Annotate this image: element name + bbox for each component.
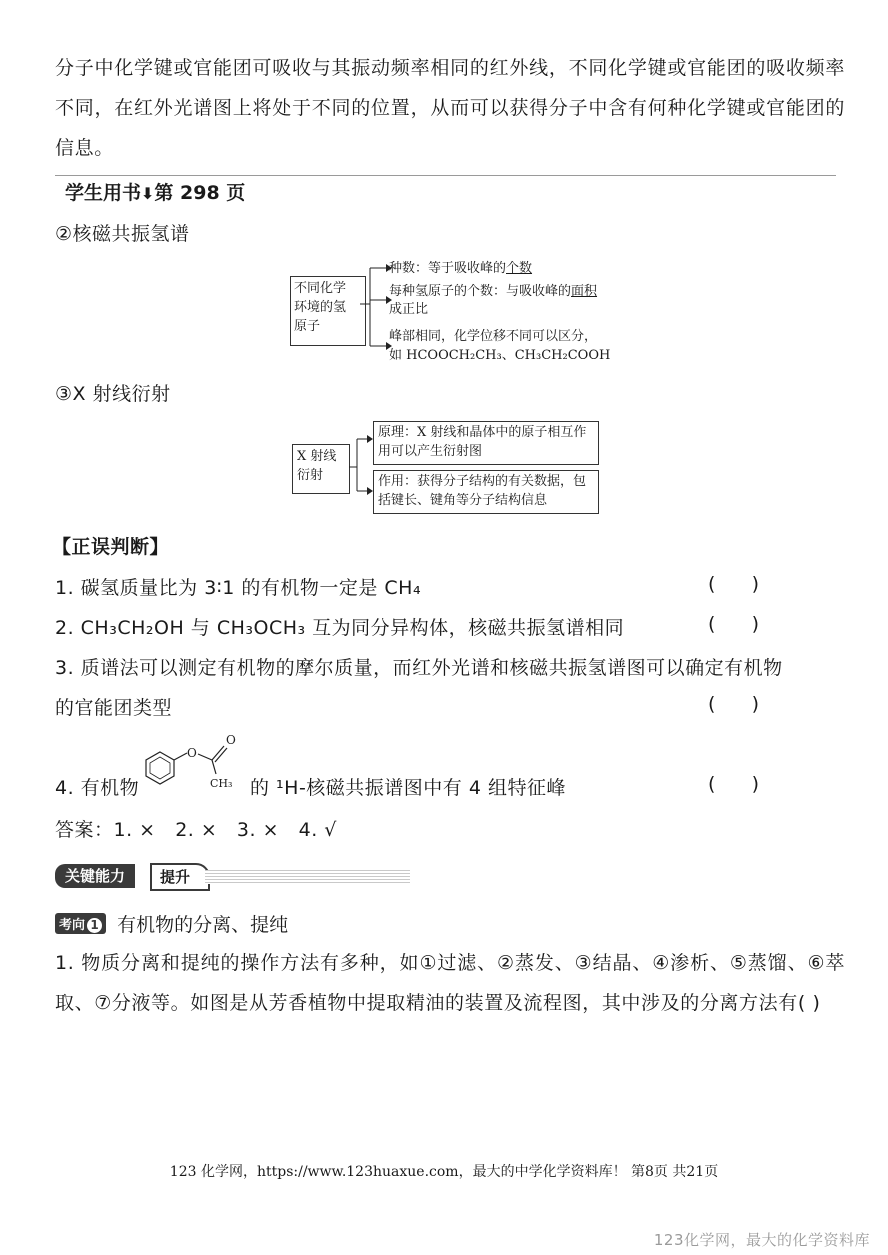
xray-use-box: 作用：获得分子结构的有关数据，包 括键长、键角等分子结构信息 [373, 470, 599, 514]
methyl-label: CH₃ [210, 777, 233, 790]
key-ability-badge: 关键能力 [55, 864, 135, 888]
judgement-item-3-cont: 的官能团类型 [55, 697, 173, 719]
question-1: 1. 物质分离和提纯的操作方法有多种，如①过滤、②蒸发、③结晶、④渗析、⑤蒸馏、⑥萃取、⑦分液等。如图是从芳香植物中提取精油的装置及流程图，其中涉及的分离方法有( ) [55, 952, 845, 1014]
page-footer: 123 化学网，https://www.123huaxue.com，最大的中学化学资料库！ 第8页 共21页 [169, 1164, 719, 1180]
xray-heading: ③X 射线衍射 [55, 383, 171, 405]
book-reference-page: 第 298 页 [154, 182, 246, 204]
intro-paragraph: 分子中化学键或官能团可吸收与其振动频率相同的红外线，不同化学键或官能团的吸收频率不同，在红外光谱图上将处于不同的位置，从而可以获得分子中含有何种化学键或官能团的信息。 [55, 57, 845, 159]
judgement-item-4-prefix: 4. 有机物 [55, 777, 140, 799]
watermark: 123化学网，最大的化学资料库 [653, 1231, 870, 1249]
judgement-item-1: 1. 碳氢质量比为 3∶1 的有机物一定是 CH₄ [55, 577, 422, 599]
nmr-branch-shift-example: 如 HCOOCH₂CH₃、CH₃CH₂COOH [389, 348, 611, 363]
topic-number: 1 [87, 918, 102, 933]
xray-source-box [292, 444, 350, 494]
answer-line: 答案：1. × 2. × 3. × 4. √ [55, 819, 337, 841]
judgement-item-2: 2. CH₃CH₂OH 与 CH₃OCH₃ 互为同分异构体，核磁共振氢谱相同 [55, 617, 625, 639]
nmr-box-line: 不同化学 [294, 281, 347, 296]
carbonyl-oxygen-label: O [226, 733, 236, 747]
judgement-item-3: 3. 质谱法可以测定有机物的摩尔质量，而红外光谱和核磁共振氢谱图可以确定有机物 [55, 657, 783, 679]
nmr-branch-shift: 峰部相同，化学位移不同可以区分， [389, 329, 598, 344]
down-arrow-icon: ⬇ [141, 184, 155, 203]
xray-principle-box: 原理：X 射线和晶体中的原子相互作 用可以产生衍射图 [373, 421, 599, 465]
ester-oxygen-label: O [187, 746, 197, 760]
nmr-branch-count: 种数：等于吸收峰的个数 [389, 261, 533, 276]
judgement-heading: 【正误判断】 [52, 536, 170, 558]
xray-box-line: 衍射 [297, 468, 324, 483]
nmr-bracket [360, 258, 392, 358]
xray-box-line: X 射线 [297, 449, 337, 464]
phenyl-acetate-structure [140, 730, 250, 792]
judgement-item-4: 的 ¹H-核磁共振谱图中有 4 组特征峰 [250, 777, 566, 799]
nmr-branch-area-line2: 成正比 [389, 302, 429, 317]
book-reference-prefix: 学生用书 [65, 182, 142, 204]
answer-blank-4[interactable]: ( ) [708, 773, 760, 795]
banner-stripes [205, 870, 410, 884]
book-reference [65, 178, 245, 205]
answer-blank-3[interactable]: ( ) [708, 693, 760, 715]
topic-badge: 考向 1 [55, 913, 106, 934]
answer-blank-1[interactable]: ( ) [708, 573, 760, 595]
nmr-branch-area: 每种氢原子的个数：与吸收峰的面积 [389, 284, 598, 299]
nmr-heading: ②核磁共振氢谱 [55, 223, 190, 245]
section-divider [55, 175, 836, 176]
topic-title: 有机物的分离、提纯 [117, 914, 289, 936]
topic-heading [55, 910, 288, 937]
promote-badge: 提升 [150, 863, 210, 891]
nmr-source-box [290, 276, 366, 346]
xray-bracket [349, 425, 373, 515]
nmr-box-line: 环境的氢 [294, 300, 347, 315]
answer-blank-2[interactable]: ( ) [708, 613, 760, 635]
nmr-box-line: 原子 [294, 319, 321, 334]
